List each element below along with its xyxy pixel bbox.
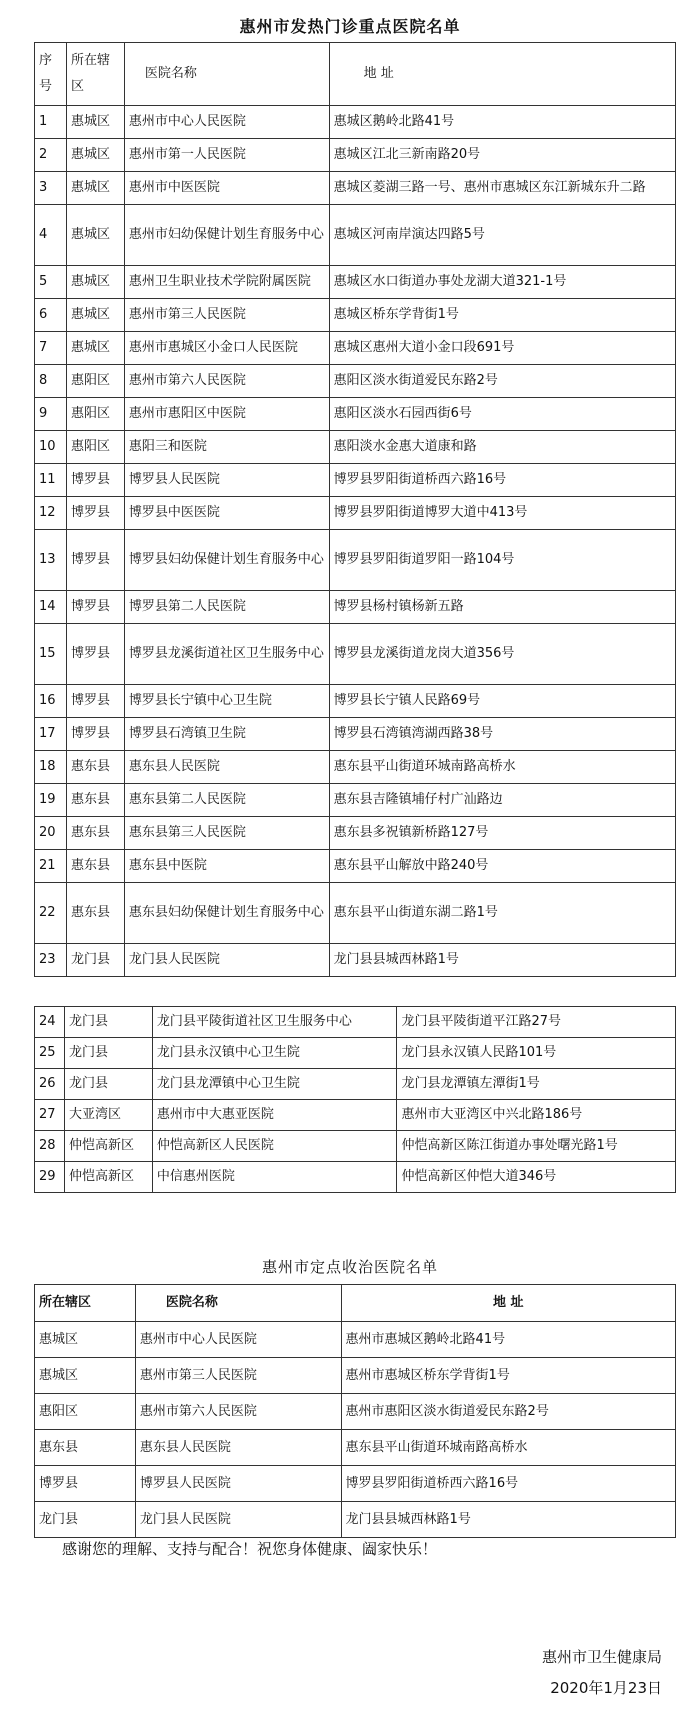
table-row: [35, 530, 676, 591]
table-row: [35, 172, 676, 205]
header-hospital: 医院名称: [135, 1285, 341, 1322]
cell-district: 仲恺高新区: [64, 1162, 152, 1193]
cell-hospital: 惠州市第六人民医院: [124, 365, 329, 398]
cell-index: 17: [35, 718, 67, 751]
table-row: [35, 1358, 676, 1394]
cell-address: 博罗县杨村镇杨新五路: [329, 591, 675, 624]
cell-hospital: 博罗县人民医院: [124, 464, 329, 497]
cell-district: 博罗县: [66, 591, 124, 624]
cell-hospital: 惠州市第六人民医院: [135, 1394, 341, 1430]
table-row: [35, 398, 676, 431]
table-row: [35, 850, 676, 883]
cell-hospital: 博罗县长宁镇中心卫生院: [124, 685, 329, 718]
fever-clinic-table: [34, 42, 676, 977]
cell-district: 惠城区: [66, 332, 124, 365]
cell-address: 惠阳淡水金惠大道康和路: [329, 431, 675, 464]
cell-index: 9: [35, 398, 67, 431]
cell-district: 龙门县: [66, 944, 124, 977]
table-row: [35, 1394, 676, 1430]
cell-address: 龙门县县城西林路1号: [329, 944, 675, 977]
cell-hospital: 惠州市中心人民医院: [135, 1322, 341, 1358]
cell-address: 仲恺高新区仲恺大道346号: [397, 1162, 676, 1193]
cell-hospital: 惠州市妇幼保健计划生育服务中心: [124, 205, 329, 266]
cell-address: 博罗县罗阳街道博罗大道中413号: [329, 497, 675, 530]
table-header-row: [35, 1285, 676, 1322]
cell-hospital: 博罗县龙溪街道社区卫生服务中心: [124, 624, 329, 685]
cell-hospital: 龙门县人民医院: [135, 1502, 341, 1538]
cell-index: 27: [35, 1100, 65, 1131]
cell-address: 惠州市大亚湾区中兴北路186号: [397, 1100, 676, 1131]
cell-index: 10: [35, 431, 67, 464]
table-row: [35, 1131, 676, 1162]
cell-hospital: 博罗县人民医院: [135, 1466, 341, 1502]
header-district: 所在辖区: [35, 1285, 136, 1322]
table-header-row: [35, 43, 676, 106]
cell-hospital: 惠州市第三人民医院: [135, 1358, 341, 1394]
cell-address: 惠城区江北三新南路20号: [329, 139, 675, 172]
cell-address: 惠城区河南岸演达四路5号: [329, 205, 675, 266]
cell-district: 博罗县: [66, 530, 124, 591]
cell-hospital: 惠东县人民医院: [124, 751, 329, 784]
table-row: [35, 944, 676, 977]
header-address: 地 址: [329, 43, 675, 106]
issue-date: 2020年1月23日: [550, 1679, 662, 1697]
cell-address: 惠州市惠城区鹅岭北路41号: [341, 1322, 675, 1358]
cell-index: 28: [35, 1131, 65, 1162]
cell-address: 惠州市惠城区桥东学背街1号: [341, 1358, 675, 1394]
cell-hospital: 惠东县人民医院: [135, 1430, 341, 1466]
cell-address: 仲恺高新区陈江街道办事处曙光路1号: [397, 1131, 676, 1162]
cell-hospital: 龙门县永汉镇中心卫生院: [152, 1038, 397, 1069]
cell-address: 惠州市惠阳区淡水街道爱民东路2号: [341, 1394, 675, 1430]
cell-hospital: 龙门县人民医院: [124, 944, 329, 977]
table-row: [35, 139, 676, 172]
table-row: [35, 784, 676, 817]
cell-district: 仲恺高新区: [64, 1131, 152, 1162]
cell-district: 惠东县: [66, 850, 124, 883]
cell-district: 惠阳区: [66, 398, 124, 431]
header-district: 所在辖区: [66, 43, 124, 106]
cell-index: 15: [35, 624, 67, 685]
table-row: [35, 1038, 676, 1069]
header-index: 序号: [35, 43, 67, 106]
cell-district: 惠城区: [66, 172, 124, 205]
cell-address: 惠城区水口街道办事处龙湖大道321-1号: [329, 266, 675, 299]
cell-address: 惠东县平山解放中路240号: [329, 850, 675, 883]
designated-hospital-title: 惠州市定点收治医院名单: [261, 1258, 438, 1276]
table-row: [35, 1162, 676, 1193]
cell-index: 5: [35, 266, 67, 299]
cell-hospital: 博罗县中医医院: [124, 497, 329, 530]
table-row: [35, 106, 676, 139]
cell-address: 博罗县长宁镇人民路69号: [329, 685, 675, 718]
cell-index: 12: [35, 497, 67, 530]
cell-address: 龙门县龙潭镇左潭街1号: [397, 1069, 676, 1100]
cell-index: 3: [35, 172, 67, 205]
cell-district: 龙门县: [64, 1069, 152, 1100]
cell-district: 惠城区: [66, 106, 124, 139]
cell-hospital: 惠州市第三人民医院: [124, 299, 329, 332]
cell-index: 22: [35, 883, 67, 944]
table-row: [35, 624, 676, 685]
table-row: [35, 1466, 676, 1502]
table-row: [35, 332, 676, 365]
cell-hospital: 惠州卫生职业技术学院附属医院: [124, 266, 329, 299]
cell-district: 博罗县: [66, 464, 124, 497]
cell-district: 大亚湾区: [64, 1100, 152, 1131]
cell-index: 7: [35, 332, 67, 365]
table-row: [35, 299, 676, 332]
cell-address: 惠东县吉隆镇埔仔村广汕路边: [329, 784, 675, 817]
cell-address: 惠城区鹅岭北路41号: [329, 106, 675, 139]
cell-address: 博罗县罗阳街道桥西六路16号: [329, 464, 675, 497]
cell-district: 惠阳区: [66, 431, 124, 464]
table-row: [35, 1502, 676, 1538]
cell-hospital: 龙门县龙潭镇中心卫生院: [152, 1069, 397, 1100]
cell-address: 惠阳区淡水石园西街6号: [329, 398, 675, 431]
cell-district: 惠阳区: [66, 365, 124, 398]
designated-hospital-table: [34, 1284, 676, 1538]
cell-index: 25: [35, 1038, 65, 1069]
cell-address: 惠东县平山街道环城南路高桥水: [329, 751, 675, 784]
cell-district: 博罗县: [66, 685, 124, 718]
cell-district: 龙门县: [64, 1007, 152, 1038]
cell-hospital: 惠州市惠阳区中医院: [124, 398, 329, 431]
table-row: [35, 685, 676, 718]
header-address: 地 址: [341, 1285, 675, 1322]
cell-district: 龙门县: [35, 1502, 136, 1538]
cell-address: 惠城区惠州大道小金口段691号: [329, 332, 675, 365]
cell-district: 惠阳区: [35, 1394, 136, 1430]
cell-address: 博罗县罗阳街道桥西六路16号: [341, 1466, 675, 1502]
cell-district: 惠东县: [35, 1430, 136, 1466]
table-row: [35, 1069, 676, 1100]
table-row: [35, 205, 676, 266]
cell-address: 惠东县多祝镇新桥路127号: [329, 817, 675, 850]
cell-index: 1: [35, 106, 67, 139]
table-row: [35, 464, 676, 497]
cell-hospital: 博罗县石湾镇卫生院: [124, 718, 329, 751]
table-row: [35, 1322, 676, 1358]
cell-hospital: 惠东县第三人民医院: [124, 817, 329, 850]
cell-district: 惠城区: [35, 1322, 136, 1358]
cell-district: 博罗县: [66, 624, 124, 685]
cell-index: 21: [35, 850, 67, 883]
table-row: [35, 1007, 676, 1038]
cell-hospital: 惠州市中大惠亚医院: [152, 1100, 397, 1131]
table-row: [35, 751, 676, 784]
cell-index: 4: [35, 205, 67, 266]
closing-message: 感谢您的理解、支持与配合！祝您身体健康、阖家快乐！: [62, 1540, 438, 1558]
cell-hospital: 博罗县妇幼保健计划生育服务中心: [124, 530, 329, 591]
table-row: [35, 1100, 676, 1131]
table-row: [35, 718, 676, 751]
cell-district: 博罗县: [66, 718, 124, 751]
cell-index: 26: [35, 1069, 65, 1100]
cell-district: 惠城区: [66, 299, 124, 332]
cell-index: 23: [35, 944, 67, 977]
cell-address: 博罗县龙溪街道龙岗大道356号: [329, 624, 675, 685]
cell-address: 博罗县石湾镇湾湖西路38号: [329, 718, 675, 751]
table-row: [35, 365, 676, 398]
fever-clinic-table-continued: [34, 1006, 676, 1193]
cell-hospital: 博罗县第二人民医院: [124, 591, 329, 624]
table-row: [35, 817, 676, 850]
table-row: [35, 883, 676, 944]
cell-district: 惠城区: [66, 139, 124, 172]
table-row: [35, 1430, 676, 1466]
cell-index: 11: [35, 464, 67, 497]
cell-index: 16: [35, 685, 67, 718]
cell-district: 博罗县: [35, 1466, 136, 1502]
cell-district: 惠城区: [66, 205, 124, 266]
table-row: [35, 266, 676, 299]
cell-district: 惠东县: [66, 883, 124, 944]
cell-district: 惠东县: [66, 817, 124, 850]
cell-hospital: 惠东县第二人民医院: [124, 784, 329, 817]
cell-hospital: 惠州市第一人民医院: [124, 139, 329, 172]
cell-district: 惠城区: [35, 1358, 136, 1394]
cell-index: 2: [35, 139, 67, 172]
cell-hospital: 中信惠州医院: [152, 1162, 397, 1193]
cell-index: 24: [35, 1007, 65, 1038]
cell-district: 博罗县: [66, 497, 124, 530]
cell-index: 8: [35, 365, 67, 398]
cell-hospital: 惠州市中医医院: [124, 172, 329, 205]
table-row: [35, 497, 676, 530]
cell-address: 惠东县平山街道环城南路高桥水: [341, 1430, 675, 1466]
cell-index: 6: [35, 299, 67, 332]
cell-district: 惠城区: [66, 266, 124, 299]
fever-clinic-title: 惠州市发热门诊重点医院名单: [239, 17, 461, 36]
cell-hospital: 惠东县妇幼保健计划生育服务中心: [124, 883, 329, 944]
cell-hospital: 惠州市中心人民医院: [124, 106, 329, 139]
cell-index: 14: [35, 591, 67, 624]
cell-hospital: 仲恺高新区人民医院: [152, 1131, 397, 1162]
cell-index: 20: [35, 817, 67, 850]
cell-hospital: 惠东县中医院: [124, 850, 329, 883]
cell-address: 惠城区桥东学背街1号: [329, 299, 675, 332]
cell-district: 惠东县: [66, 751, 124, 784]
cell-district: 惠东县: [66, 784, 124, 817]
cell-address: 惠阳区淡水街道爱民东路2号: [329, 365, 675, 398]
cell-address: 龙门县永汉镇人民路101号: [397, 1038, 676, 1069]
cell-hospital: 惠州市惠城区小金口人民医院: [124, 332, 329, 365]
issuer: 惠州市卫生健康局: [541, 1648, 662, 1666]
cell-hospital: 惠阳三和医院: [124, 431, 329, 464]
cell-district: 龙门县: [64, 1038, 152, 1069]
cell-index: 18: [35, 751, 67, 784]
cell-index: 29: [35, 1162, 65, 1193]
cell-address: 龙门县平陵街道平江路27号: [397, 1007, 676, 1038]
cell-index: 13: [35, 530, 67, 591]
cell-hospital: 龙门县平陵街道社区卫生服务中心: [152, 1007, 397, 1038]
cell-address: 博罗县罗阳街道罗阳一路104号: [329, 530, 675, 591]
cell-address: 惠城区菱湖三路一号、惠州市惠城区东江新城东升二路: [329, 172, 675, 205]
cell-address: 惠东县平山街道东湖二路1号: [329, 883, 675, 944]
cell-index: 19: [35, 784, 67, 817]
table-row: [35, 431, 676, 464]
table-row: [35, 591, 676, 624]
header-hospital: 医院名称: [124, 43, 329, 106]
cell-address: 龙门县县城西林路1号: [341, 1502, 675, 1538]
